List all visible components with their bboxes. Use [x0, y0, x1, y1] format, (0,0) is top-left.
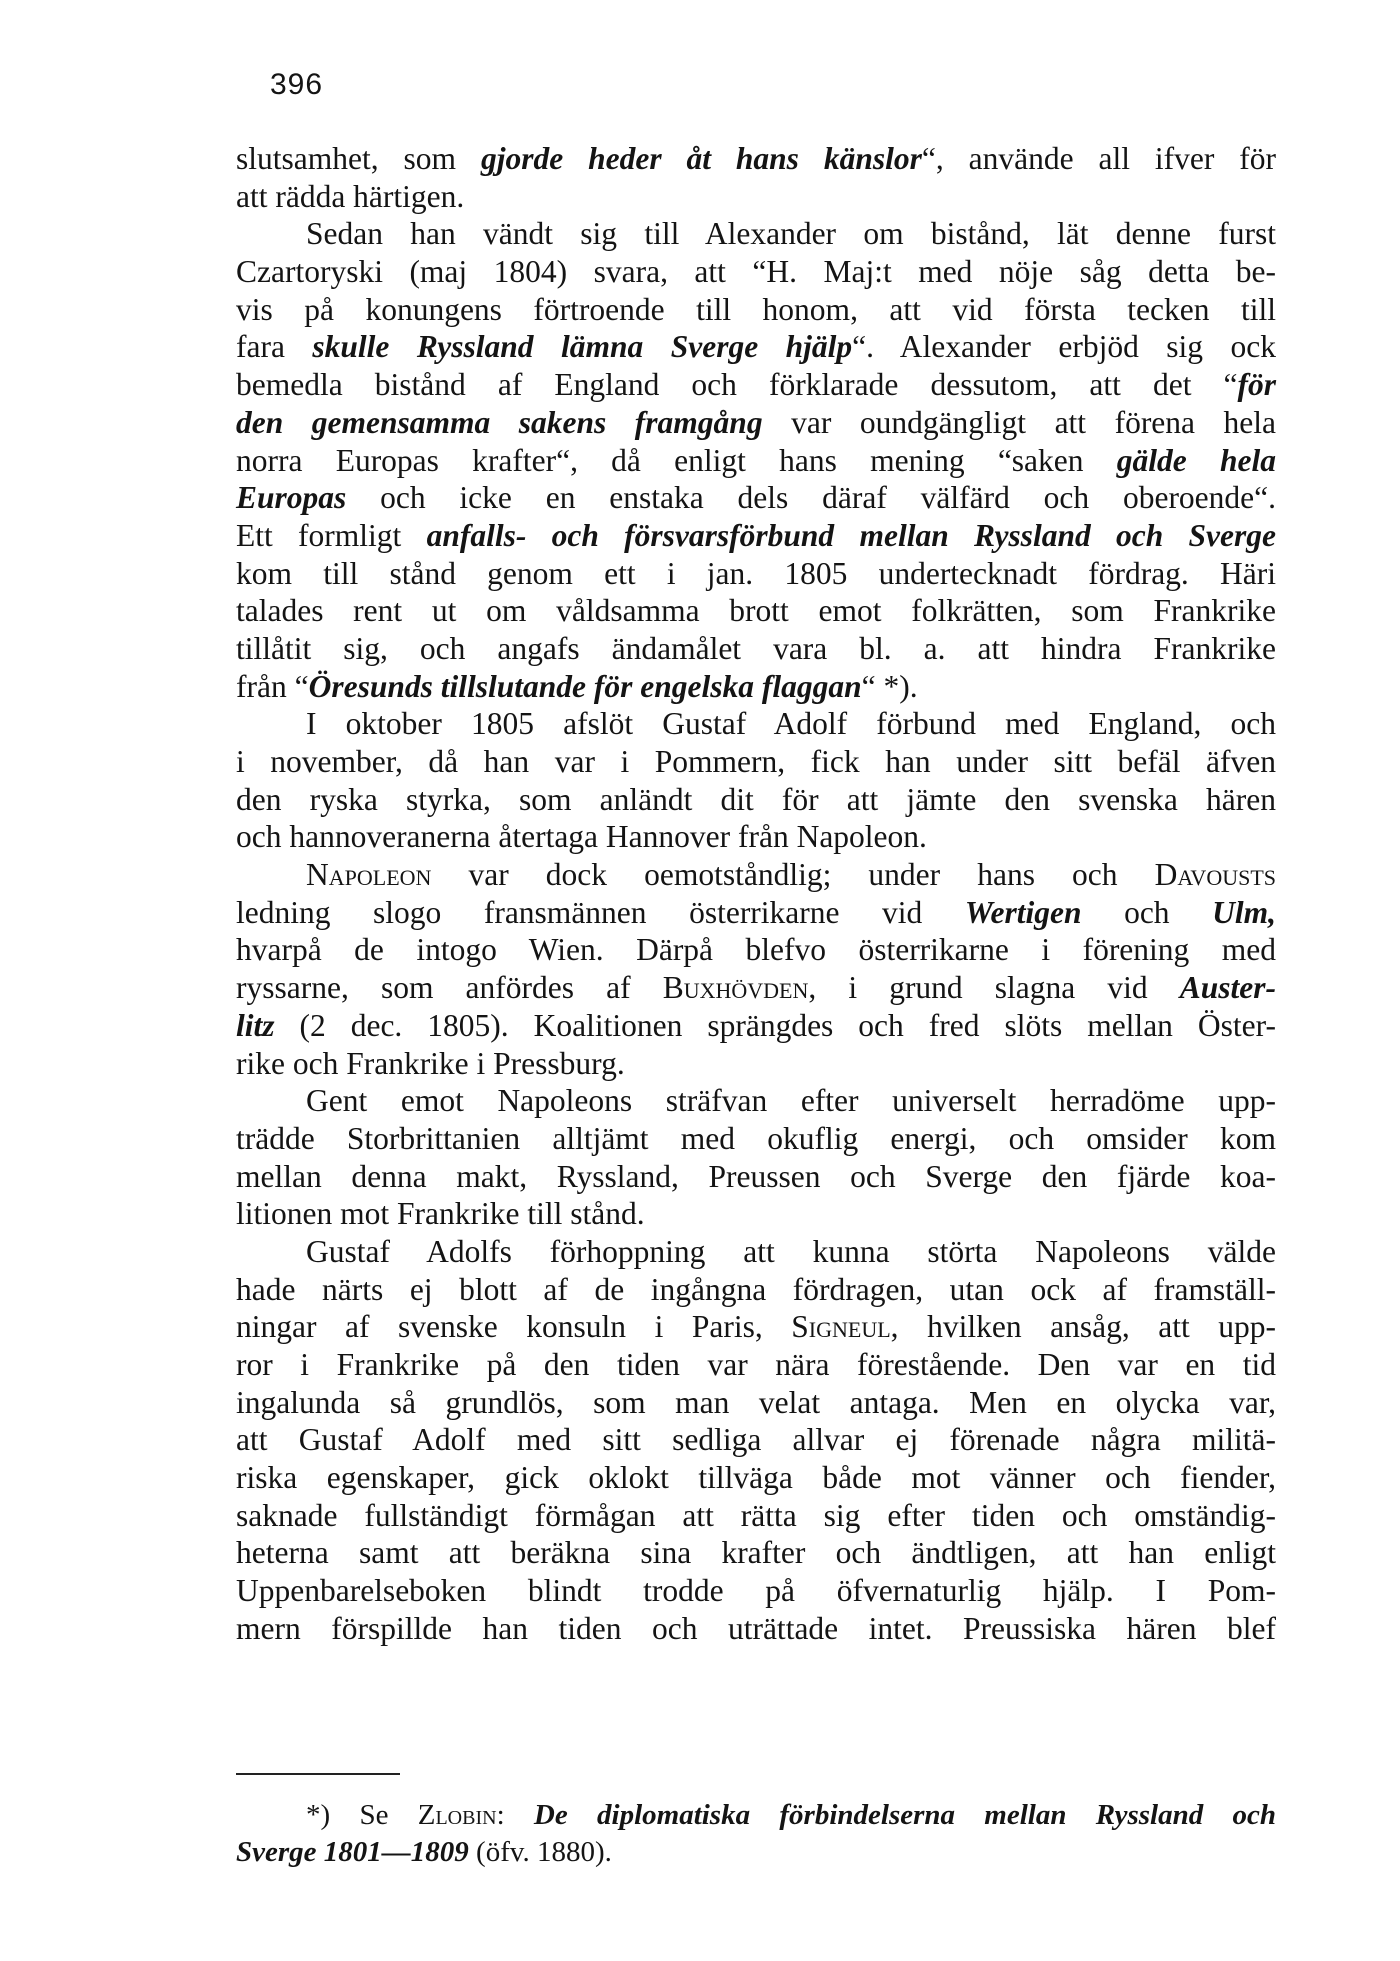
text-line	[236, 1384, 1276, 1422]
text-line	[236, 705, 1276, 743]
text-line	[236, 328, 1276, 366]
text-line	[236, 1346, 1276, 1384]
italic-text: Europas	[236, 480, 347, 516]
italic-text: för	[1237, 367, 1276, 403]
italic-text: gjorde heder åt hans känslor	[480, 141, 922, 176]
text-segment: var oundgängligt att förena hela	[762, 404, 1276, 440]
text-segment: Gustaf Adolfs förhoppning att kunna störta Napoleons välde	[306, 1233, 1276, 1269]
text-line	[236, 1158, 1276, 1196]
small-caps-name: Buxhövden	[662, 970, 809, 1006]
text-segment: Gent emot Napoleons sträfvan efter universelt herradöme upp-	[306, 1083, 1276, 1119]
text-segment: I oktober 1805 afslöt Gustaf Adolf förbund med England, och	[306, 706, 1276, 742]
text-segment: mern förspillde han tiden och uträttade intet. Preussiska hären blef	[236, 1610, 1276, 1646]
footnote-divider	[236, 1773, 400, 1775]
body-text	[236, 140, 1276, 1648]
text-segment: (2 dec. 1805). Koalitionen sprängdes och fred slöts mellan Öster-	[274, 1007, 1276, 1043]
footnote	[236, 1797, 1276, 1871]
text-segment: Uppenbarelseboken blindt trodde på öfvernaturlig hjälp. I Pom-	[236, 1573, 1276, 1609]
text-line	[236, 215, 1276, 253]
text-segment: mellan denna makt, Ryssland, Preussen och Sverge den fjärde koa-	[236, 1158, 1276, 1194]
text-line	[236, 1534, 1276, 1572]
text-line	[236, 1610, 1276, 1648]
text-segment: “ *).	[861, 668, 918, 704]
text-segment: och hannoveranerna återtaga Hannover från Napoleon.	[236, 819, 927, 855]
italic-text: Öresunds tillslutande för engelska flaggan	[308, 668, 862, 704]
text-line	[236, 630, 1276, 668]
small-caps-name: Zlobin	[417, 1799, 497, 1831]
text-segment: kom till stånd genom ett i jan. 1805 undertecknadt fördrag. Häri	[236, 555, 1276, 591]
text-line	[236, 1007, 1276, 1045]
text-segment: riska egenskaper, gick oklokt tillväga både mot vänner och fiender,	[236, 1460, 1276, 1496]
text-line	[236, 894, 1276, 932]
text-segment: vis på konungens förtroende till honom, att vid första tecken till	[236, 291, 1276, 327]
italic-text: gälde hela	[1116, 442, 1276, 478]
text-line	[236, 781, 1276, 819]
text-segment: , hvilken ansåg, att upp-	[890, 1309, 1276, 1345]
text-segment: slutsamhet, som	[236, 141, 481, 176]
text-line	[236, 517, 1276, 555]
text-line	[236, 1459, 1276, 1497]
text-line	[236, 479, 1276, 517]
text-segment: “. Alexander erbjöd sig ock	[852, 329, 1276, 365]
footnote-line	[236, 1797, 1276, 1834]
text-segment: trädde Storbrittanien alltjämt med okuflig energi, och omsider kom	[236, 1120, 1276, 1156]
text-segment: “, använde all ifver för	[921, 141, 1276, 176]
page-number: 396	[270, 68, 324, 101]
text-line	[236, 555, 1276, 593]
text-line	[236, 1572, 1276, 1610]
text-line	[236, 442, 1276, 480]
text-line	[236, 1045, 1276, 1083]
text-line	[236, 1082, 1276, 1120]
text-segment: fara	[236, 329, 313, 365]
italic-text: Sverge 1801—1809	[236, 1836, 469, 1868]
text-segment: (öfv. 1880).	[468, 1836, 612, 1868]
text-line	[236, 1233, 1276, 1271]
italic-text: De diplomatiska förbindelserna mellan Ryssland och	[533, 1799, 1276, 1831]
text-line	[236, 592, 1276, 630]
text-segment: att Gustaf Adolf med sitt sedliga allvar ej förenade några militä-	[236, 1422, 1276, 1458]
text-segment: ledning slogo fransmännen österrikarne vid	[236, 894, 965, 930]
text-line	[236, 1195, 1276, 1233]
text-line	[236, 253, 1276, 291]
text-segment: var dock oemotståndlig; under hans och	[431, 857, 1155, 893]
text-segment: den ryska styrka, som anländt dit för att jämte den svenska hären	[236, 781, 1276, 817]
text-line	[236, 1497, 1276, 1535]
text-segment: tillåtit sig, och angafs ändamålet vara bl. a. att hindra Frankrike	[236, 630, 1276, 666]
text-line	[236, 743, 1276, 781]
text-line	[236, 1120, 1276, 1158]
text-line	[236, 1271, 1276, 1309]
italic-text: anfalls- och försvarsförbund mellan Ryssland och Sverge	[426, 517, 1276, 553]
italic-text: Wertigen	[964, 894, 1082, 930]
text-segment: :	[496, 1799, 534, 1831]
small-caps-name: Davousts	[1154, 857, 1276, 893]
text-segment: hvarpå de intogo Wien. Därpå blefvo österrikarne i förening med	[236, 932, 1276, 968]
text-segment: saknade fullständigt förmågan att rätta sig efter tiden och omständig-	[236, 1497, 1276, 1533]
text-line	[236, 668, 1276, 706]
footnote-line	[236, 1834, 1276, 1871]
text-segment: och icke en enstaka dels däraf välfärd och oberoende“.	[346, 480, 1276, 516]
text-segment: , i grund slagna vid	[808, 970, 1180, 1006]
text-line	[236, 931, 1276, 969]
text-segment: och	[1081, 894, 1213, 930]
text-line	[236, 818, 1276, 856]
text-segment: hade närts ej blott af de ingångna fördragen, utan ock af framställ-	[236, 1271, 1276, 1307]
text-segment: rike och Frankrike i Pressburg.	[236, 1045, 625, 1081]
small-caps-name: Signeul	[791, 1309, 891, 1345]
text-segment: Ett formligt	[236, 517, 427, 553]
text-segment: bemedla bistånd af England och förklarade dessutom, att det “	[236, 367, 1238, 403]
italic-text: skulle Ryssland lämna Sverge hjälp	[312, 329, 853, 365]
text-line	[236, 969, 1276, 1007]
text-line	[236, 178, 1276, 216]
small-caps-name: Napoleon	[306, 857, 432, 893]
italic-text: den gemensamma sakens framgång	[236, 404, 763, 440]
text-segment: norra Europas krafter“, då enligt hans mening “saken	[236, 442, 1117, 478]
text-line	[236, 291, 1276, 329]
text-segment: Sedan han vändt sig till Alexander om bistånd, lät denne furst	[306, 216, 1276, 252]
text-segment: ingalunda så grundlös, som man velat antaga. Men en olycka var,	[236, 1384, 1276, 1420]
text-line	[236, 404, 1276, 442]
italic-text: Ulm,	[1212, 894, 1277, 930]
text-segment: från “	[236, 668, 309, 704]
text-line	[236, 1308, 1276, 1346]
text-segment: *) Se	[306, 1799, 418, 1831]
text-line	[236, 366, 1276, 404]
italic-text: Auster-	[1179, 970, 1277, 1006]
text-segment: talades rent ut om våldsamma brott emot folkrätten, som Frankrike	[236, 593, 1276, 629]
text-segment: ryssarne, som anfördes af	[236, 970, 663, 1006]
text-line	[236, 856, 1276, 894]
italic-text: litz	[236, 1007, 275, 1043]
text-segment: i november, då han var i Pommern, fick han under sitt befäl äfven	[236, 744, 1276, 779]
text-segment: heterna samt att beräkna sina krafter och ändtligen, att han enligt	[236, 1535, 1276, 1571]
text-segment: ningar af svenske konsuln i Paris,	[236, 1309, 792, 1345]
text-line	[236, 140, 1276, 178]
text-segment: att rädda härtigen.	[236, 178, 465, 214]
text-segment: litionen mot Frankrike till stånd.	[236, 1196, 645, 1232]
text-segment: ror i Frankrike på den tiden var nära förestående. Den var en tid	[236, 1347, 1276, 1382]
text-line	[236, 1421, 1276, 1459]
text-segment: Czartoryski (maj 1804) svara, att “H. Maj:t med nöje såg detta be-	[236, 254, 1276, 290]
